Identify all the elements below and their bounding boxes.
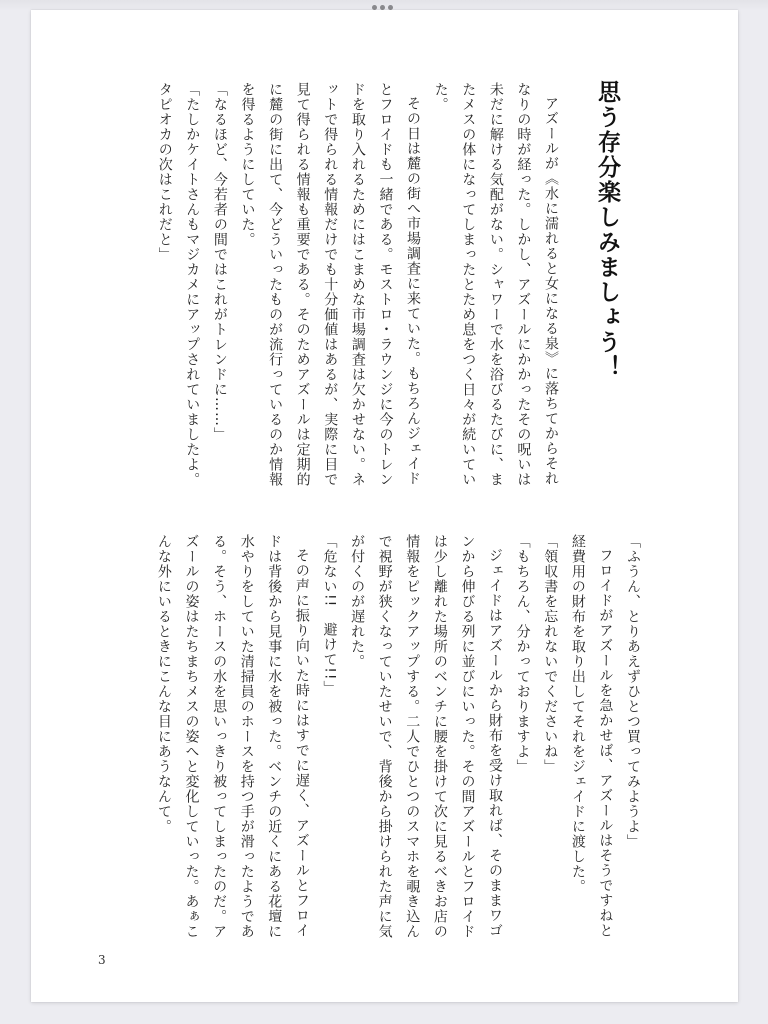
page-number: 3: [98, 953, 106, 967]
paragraph: その日は麓の街へ市場調査に来ていた。もちろんジェイドとフロイドも一緒である。モストロ・ラウンジに今のトレンドを取り入れるためにはこまめな市場調査は欠かせない。ネットで得られる情報だけでも十分価値はあるが、実際に目で見て得られる情報も重要である。そのためアズールは定期的に麓の街に出て、今どういったものが流行っているのか情報を得るようにしていた。: [239, 82, 422, 487]
dialogue-line: 「たしかケイトさんもマジカメにアップされていましたよ。タピオカの次はこれだと」: [156, 82, 201, 487]
viewer-top-bar[interactable]: [0, 0, 768, 10]
paragraph: フロイドがアズールを急かせば、アズールはそうですねと経費用の財布を取り出してそれをジェイドに渡した。: [569, 534, 614, 938]
dialogue-line: 「危ない!! 避けて!!」: [321, 534, 338, 696]
document-page: [31, 10, 738, 1002]
body-text-bottom: [126, 534, 646, 944]
paragraph: その声に振り向いた時にはすでに遅く、アズールとフロイドは背後から見事に水を被った。ベンチの近くにある花壇に水やりをしていた清掃員のホースを持つ手が滑ったようである。そう、ホースの水を思いっきり被ってしまったのだ。アズールの姿はたちまちメスの姿へと変化していった。あぁこんな外にいるときにこんな目にあうなんて。: [155, 534, 310, 939]
dialogue-line: 「領収書を忘れないでくださいね」: [542, 534, 559, 774]
paragraph: ジェイドはアズールから財布を受け取れば、そのままワゴンから伸びる列に並びにいった。その間アズールとフロイドは少し離れた場所のベンチに腰を掛けて次に見るべきお店の情報をピックアップする。二人でひとつのスマホを覗き込んで視野が狭くなっていたせいで、背後から掛けられた声に気が付くのが遅れた。: [349, 534, 504, 939]
dialogue-line: 「ふうん、とりあえずひとつ買ってみようよ」: [625, 534, 641, 849]
dialogue-line: 「もちろん、分かっておりますよ」: [514, 534, 531, 774]
body-text-top: [124, 82, 564, 492]
paragraph: アズールが《水に濡れると女になる泉》に落ちてからそれなりの時が経った。しかし、アズールにかかったその呪いは未だに解ける気配がない。シャワーで水を浴びるたびに、またメスの体になってしまったとため息をつく日々が続いていた。: [432, 82, 559, 487]
chapter-title: 思う存分楽しみましょう！: [594, 80, 620, 380]
dialogue-line: 「なるほど、今若者の間ではこれがトレンドに……」: [211, 82, 228, 442]
